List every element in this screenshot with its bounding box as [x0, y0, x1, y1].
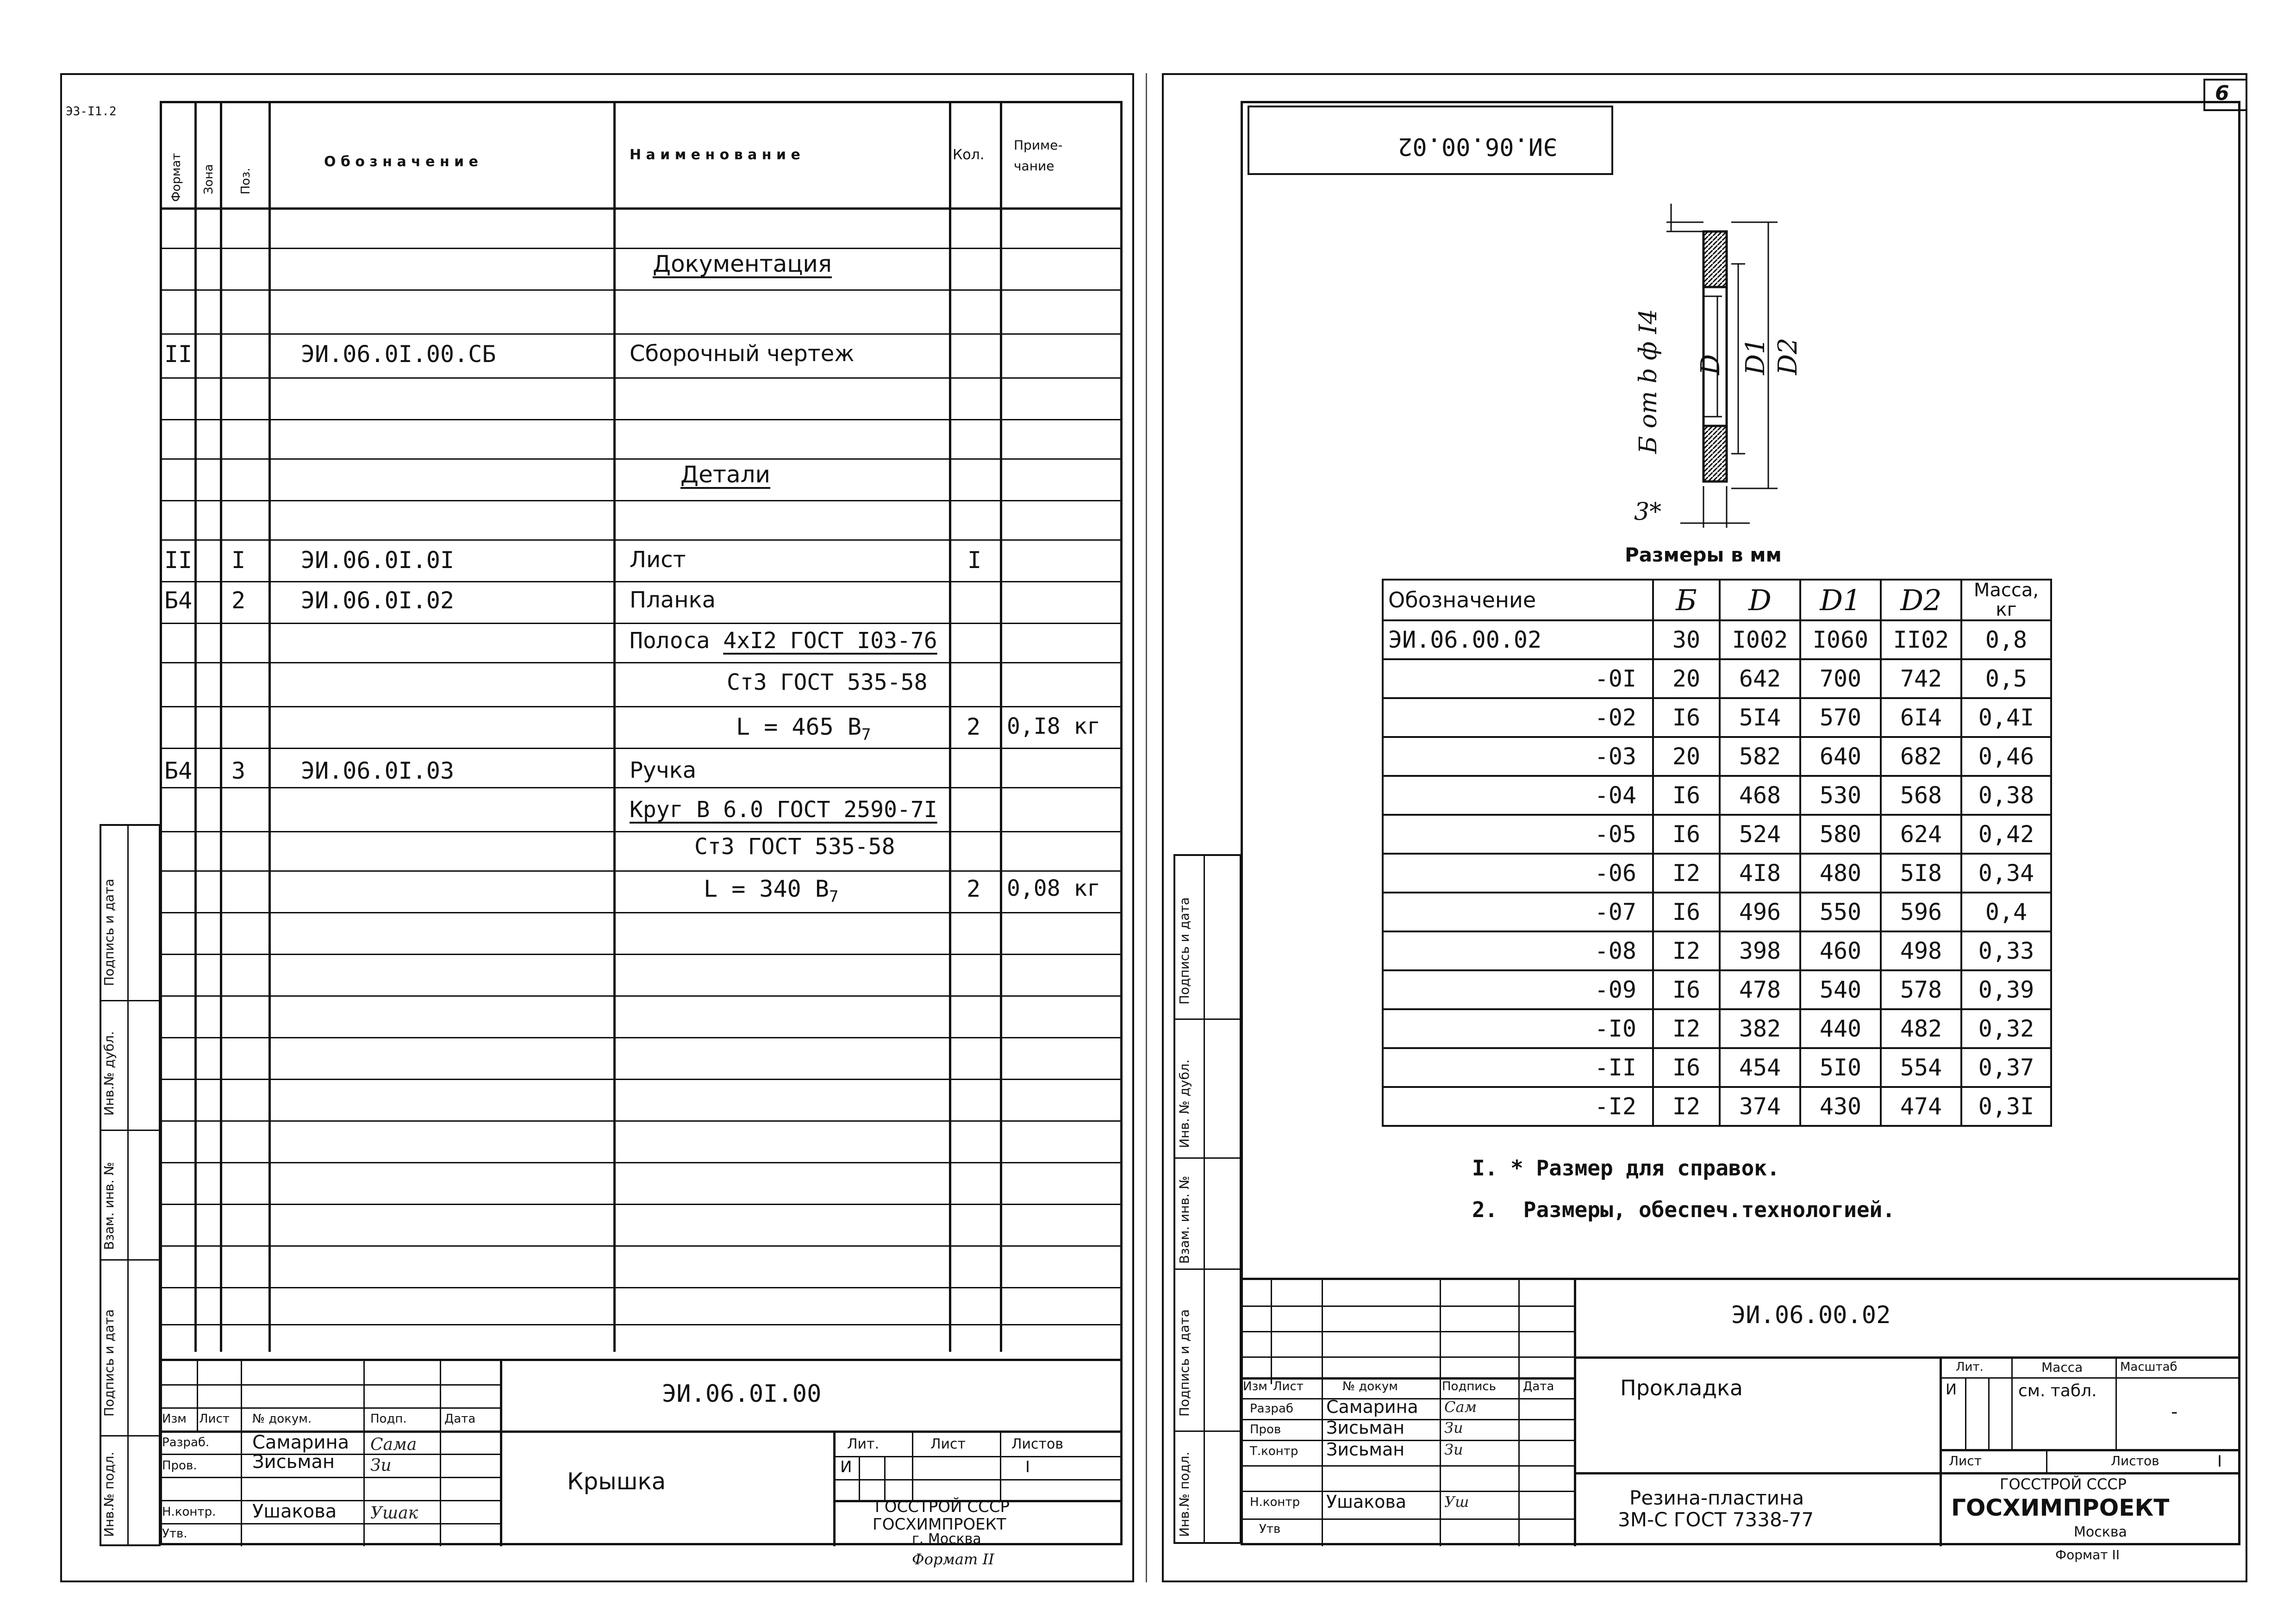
left-tb-name-2: Зисьман: [252, 1451, 335, 1473]
left-tb-org-2: ГОСХИМПРОЕКТ: [873, 1515, 1006, 1534]
row-d1: I060: [1800, 620, 1881, 659]
row7-format: Б4: [164, 757, 193, 784]
right-tb-signature-5: Уш: [1444, 1493, 1469, 1511]
note-1: I. * Размер для справок.: [1472, 1156, 1780, 1181]
dimensions-table: [1382, 579, 2052, 1127]
row-d2: 482: [1881, 1009, 1961, 1048]
row-d1: 640: [1800, 737, 1881, 776]
table-row: [1383, 854, 2051, 893]
row-b: I2: [1653, 854, 1720, 893]
row-b: I6: [1653, 776, 1720, 815]
row-b: I6: [1653, 970, 1720, 1009]
table-row: [1383, 698, 2051, 737]
row-b: 20: [1653, 659, 1720, 698]
right-tb-col-list: Лист: [1273, 1380, 1304, 1393]
label-d1: D1: [1741, 337, 1771, 375]
table-row: [1383, 776, 2051, 815]
left-tb-col-izm: Изм: [162, 1412, 187, 1426]
th-mass: Масса, кг: [1961, 580, 2051, 620]
left-tb-name-1: Самарина: [252, 1432, 349, 1453]
right-tb-scale-head: Масштаб: [2120, 1360, 2177, 1374]
right-tb-name-2: Зисьман: [1326, 1418, 1405, 1438]
right-tb-org-1: ГОССТРОЙ СССР: [2000, 1475, 2127, 1493]
left-side-label-2: Инв.№ дубл.: [101, 1031, 117, 1116]
right-tb-scale-value: -: [2171, 1401, 2178, 1423]
gasket-section-top: [1703, 231, 1727, 287]
row9-name: Ст3 ГОСТ 535-58: [694, 834, 895, 860]
row10-name: L = 340 $В_7$: [704, 875, 839, 906]
row-designation: -03: [1383, 737, 1653, 776]
right-tb-org-3: Москва: [2074, 1524, 2127, 1540]
row-d: 382: [1720, 1009, 1800, 1048]
right-tb-name-1: Самарина: [1326, 1397, 1418, 1417]
header-zone: Зона: [202, 164, 216, 194]
page-number: 6: [2215, 81, 2229, 105]
table-row: [1383, 1048, 2051, 1087]
dims-caption: Размеры в мм: [1625, 543, 1782, 566]
sheet-separator: [1146, 73, 1147, 1582]
left-tb-col-doc: № докум.: [252, 1412, 312, 1426]
row3-name: Планка: [630, 587, 716, 613]
row2-qty: I: [967, 547, 982, 574]
header-note-1: Приме-: [1014, 137, 1063, 153]
row-mass: 0,33: [1961, 931, 2051, 970]
header-qty: Кол.: [953, 147, 985, 163]
row-d1: 700: [1800, 659, 1881, 698]
right-tb-doc-code: ЭИ.06.00.02: [1731, 1301, 1891, 1329]
right-side-label-4: Подпись и дата: [1177, 1309, 1192, 1417]
right-tb-col-sign: Подпись: [1442, 1380, 1496, 1393]
row-mass: 0,46: [1961, 737, 2051, 776]
row-b: I6: [1653, 893, 1720, 931]
section-details: Детали: [680, 461, 771, 488]
row-designation: -02: [1383, 698, 1653, 737]
th-d2: D2: [1881, 580, 1961, 620]
row2-format: II: [164, 547, 193, 574]
row-b: I6: [1653, 698, 1720, 737]
left-side-label-1: Подпись и дата: [101, 879, 117, 986]
row-designation: -08: [1383, 931, 1653, 970]
row-b: I6: [1653, 815, 1720, 854]
row-b: I2: [1653, 931, 1720, 970]
row1-designation: ЭИ.06.0I.00.СБ: [301, 341, 496, 368]
label-d2: D2: [1773, 337, 1803, 375]
row-d: 582: [1720, 737, 1800, 776]
row-d: 374: [1720, 1087, 1800, 1126]
table-row: [1383, 620, 2051, 659]
row-mass: 0,4: [1961, 893, 2051, 931]
label-d: D: [1696, 354, 1726, 375]
left-tb-lit-head: Лит.: [847, 1436, 880, 1452]
row-d: 468: [1720, 776, 1800, 815]
row-d1: 550: [1800, 893, 1881, 931]
left-tb-sheet-head: Лист: [930, 1436, 966, 1452]
row-mass: 0,4I: [1961, 698, 2051, 737]
row-d2: 5I8: [1881, 854, 1961, 893]
row-d2: 596: [1881, 893, 1961, 931]
row-b: 20: [1653, 737, 1720, 776]
row-designation: -09: [1383, 970, 1653, 1009]
row-b: 30: [1653, 620, 1720, 659]
row-d2: 568: [1881, 776, 1961, 815]
left-tb-signature-4: Ушак: [370, 1504, 418, 1523]
left-tb-signature-1: Сама: [370, 1435, 417, 1454]
left-tb-col-list: Лист: [199, 1412, 230, 1426]
left-side-label-5: Инв.№ подл.: [101, 1451, 117, 1537]
left-tb-role-2: Пров.: [162, 1459, 197, 1473]
row-mass: 0,37: [1961, 1048, 2051, 1087]
left-tb-org-3: г. Москва: [912, 1531, 981, 1547]
row-mass: 0,38: [1961, 776, 2051, 815]
row-d2: 742: [1881, 659, 1961, 698]
left-tb-col-date: Дата: [444, 1412, 476, 1426]
row3-designation: ЭИ.06.0I.02: [301, 587, 455, 614]
left-tb-doc-code: ЭИ.06.0I.00: [662, 1380, 822, 1408]
row-mass: 0,42: [1961, 815, 2051, 854]
row-mass: 0,34: [1961, 854, 2051, 893]
gasket-section-bottom: [1703, 426, 1727, 481]
th-d: D: [1720, 580, 1800, 620]
right-tb-mass-head: Масса: [2041, 1360, 2083, 1375]
left-tb-sheets-head: Листов: [1011, 1436, 1064, 1452]
section-documentation: Документация: [653, 250, 832, 277]
right-tb-role-2: Пров: [1250, 1423, 1281, 1437]
right-tb-role-6: Утв: [1259, 1522, 1281, 1536]
mirrored-code: ЭИ.06.00.02: [1398, 132, 1558, 160]
row6-qty: 2: [967, 713, 981, 740]
row-b: I2: [1653, 1087, 1720, 1126]
row-d2: 682: [1881, 737, 1961, 776]
row-d1: 570: [1800, 698, 1881, 737]
row3-format: Б4: [164, 587, 193, 614]
row-designation: -I0: [1383, 1009, 1653, 1048]
left-tb-org-1: ГОССТРОЙ СССР: [875, 1498, 1010, 1516]
row-mass: 0,8: [1961, 620, 2051, 659]
row-d1: 440: [1800, 1009, 1881, 1048]
corner-stamp: ЭЗ-I1.2: [66, 105, 117, 119]
right-tb-role-5: Н.контр: [1250, 1495, 1300, 1509]
row2-designation: ЭИ.06.0I.0I: [301, 547, 455, 574]
row-d2: 6I4: [1881, 698, 1961, 737]
header-format: Формат: [169, 153, 183, 202]
row-d1: 430: [1800, 1087, 1881, 1126]
row-d1: 5I0: [1800, 1048, 1881, 1087]
right-tb-name-5: Ушакова: [1326, 1492, 1407, 1512]
right-tb-material-1: Резина-пластина: [1629, 1487, 1804, 1509]
header-name: Н а и м е н о в а н и е: [630, 147, 800, 163]
row-designation: -07: [1383, 893, 1653, 931]
row-b: I6: [1653, 1048, 1720, 1087]
row-d: 642: [1720, 659, 1800, 698]
right-tb-signature-2: Зи: [1444, 1419, 1463, 1437]
right-format-label: Формат II: [2055, 1547, 2120, 1562]
row-designation: -I2: [1383, 1087, 1653, 1126]
th-d1: D1: [1800, 580, 1881, 620]
row-d2: 624: [1881, 815, 1961, 854]
row-d2: 474: [1881, 1087, 1961, 1126]
right-tb-org-2: ГОСХИМПРОЕКТ: [1951, 1494, 2170, 1521]
table-row: [1383, 893, 2051, 931]
row-d: I002: [1720, 620, 1800, 659]
row-d2: 554: [1881, 1048, 1961, 1087]
row-mass: 0,32: [1961, 1009, 2051, 1048]
row1-name: Сборочный чертеж: [630, 341, 855, 367]
left-tb-role-1: Разраб.: [162, 1436, 210, 1449]
row7-designation: ЭИ.06.0I.03: [301, 757, 455, 784]
left-inner-frame: [160, 101, 1123, 1545]
right-tb-sheets-value: I: [2217, 1452, 2222, 1471]
row-designation: -05: [1383, 815, 1653, 854]
row10-note: 0,08 кг: [1007, 875, 1101, 901]
row8-name: Круг В 6.0 ГОСТ 2590-7I: [630, 797, 937, 823]
row5-name: Ст3 ГОСТ 535-58: [727, 669, 928, 695]
row-d2: 498: [1881, 931, 1961, 970]
right-side-label-3: Инв. № дубл.: [1177, 1059, 1192, 1148]
right-tb-signature-1: Сам: [1444, 1398, 1477, 1416]
left-tb-sheets-value: I: [1025, 1458, 1030, 1476]
row-designation: -06: [1383, 854, 1653, 893]
row-d2: 578: [1881, 970, 1961, 1009]
row-d: 524: [1720, 815, 1800, 854]
right-tb-col-izm: Изм: [1243, 1380, 1267, 1393]
right-tb-role-3: Т.контр: [1250, 1444, 1298, 1458]
row-d1: 460: [1800, 931, 1881, 970]
row6-name: L = 465 $В_7$: [736, 713, 871, 744]
table-row: [1383, 659, 2051, 698]
row-d1: 530: [1800, 776, 1881, 815]
row-mass: 0,5: [1961, 659, 2051, 698]
right-tb-lit-value: И: [1946, 1380, 1957, 1398]
right-tb-sheet-head: Лист: [1949, 1453, 1982, 1468]
row3-pos: 2: [231, 587, 246, 614]
right-tb-lit-head: Лит.: [1956, 1360, 1984, 1374]
left-tb-name-4: Ушакова: [252, 1501, 337, 1522]
row-d1: 540: [1800, 970, 1881, 1009]
table-row: [1383, 1009, 2051, 1048]
label-3: 3*: [1634, 498, 1662, 526]
row4-name: Полоса 4хI2 ГОСТ I03-76: [630, 628, 937, 654]
table-row: [1383, 970, 2051, 1009]
table-row: [1383, 815, 2051, 854]
right-tb-mass-value: см. табл.: [2018, 1381, 2097, 1400]
row-designation: ЭИ.06.00.02: [1383, 620, 1653, 659]
left-tb-product-name: Крышка: [567, 1468, 666, 1495]
row1-format: II: [164, 341, 193, 368]
table-row: [1383, 1087, 2051, 1126]
row-mass: 0,39: [1961, 970, 2051, 1009]
row-d: 454: [1720, 1048, 1800, 1087]
left-format-label: Формат II: [912, 1550, 994, 1568]
right-side-label-2: Взам. инв. №: [1177, 1175, 1192, 1264]
row-d: 478: [1720, 970, 1800, 1009]
right-tb-col-date: Дата: [1523, 1380, 1554, 1393]
row2-name: Лист: [630, 547, 686, 573]
right-tb-col-doc: № докум: [1342, 1380, 1398, 1393]
row6-note: 0,I8 кг: [1007, 713, 1101, 739]
row-d: 5I4: [1720, 698, 1800, 737]
left-side-label-3: Взам. инв. №: [101, 1162, 117, 1250]
left-tb-lit-value: И: [840, 1458, 852, 1476]
th-designation: Обозначение: [1383, 580, 1653, 620]
row2-pos: I: [231, 547, 246, 574]
left-tb-role-5: Утв.: [162, 1527, 187, 1541]
left-tb-signature-2: Зи: [370, 1456, 392, 1475]
left-tb-role-4: Н.контр.: [162, 1505, 216, 1519]
row-d1: 480: [1800, 854, 1881, 893]
left-side-label-4: Подпись и дата: [101, 1309, 117, 1417]
right-tb-material-2: 3М-С ГОСТ 7338-77: [1618, 1508, 1814, 1531]
note-2: 2. Размеры, обеспеч.технологией.: [1472, 1197, 1895, 1222]
row-d: 398: [1720, 931, 1800, 970]
row-designation: -04: [1383, 776, 1653, 815]
label-b: Б от b ф I4: [1635, 309, 1662, 454]
row-d: 4I8: [1720, 854, 1800, 893]
row10-qty: 2: [967, 875, 981, 902]
table-row: [1383, 737, 2051, 776]
right-tb-sheets-head: Листов: [2111, 1453, 2159, 1468]
row-b: I2: [1653, 1009, 1720, 1048]
right-tb-name-3: Зисьман: [1326, 1439, 1405, 1460]
row7-name: Ручка: [630, 757, 697, 783]
header-designation: О б о з н а ч е н и е: [324, 154, 478, 170]
right-tb-role-1: Разраб: [1250, 1402, 1293, 1416]
table-header-row: [1383, 580, 2051, 620]
row-mass: 0,3I: [1961, 1087, 2051, 1126]
table-row: [1383, 931, 2051, 970]
right-tb-signature-3: Зи: [1444, 1441, 1463, 1458]
row7-pos: 3: [231, 757, 246, 784]
header-pos: Поз.: [239, 168, 253, 194]
row-d2: II02: [1881, 620, 1961, 659]
right-tb-product-name: Прокладка: [1620, 1375, 1743, 1400]
row-designation: -II: [1383, 1048, 1653, 1087]
th-b: Б: [1653, 580, 1720, 620]
row-designation: -0I: [1383, 659, 1653, 698]
left-tb-col-sign: Подп.: [370, 1412, 407, 1426]
row-d1: 580: [1800, 815, 1881, 854]
right-side-label-5: Инв.№ подл.: [1177, 1451, 1192, 1537]
right-side-label-1: Подпись и дата: [1177, 897, 1192, 1005]
header-note-2: чание: [1014, 158, 1054, 174]
row-d: 496: [1720, 893, 1800, 931]
